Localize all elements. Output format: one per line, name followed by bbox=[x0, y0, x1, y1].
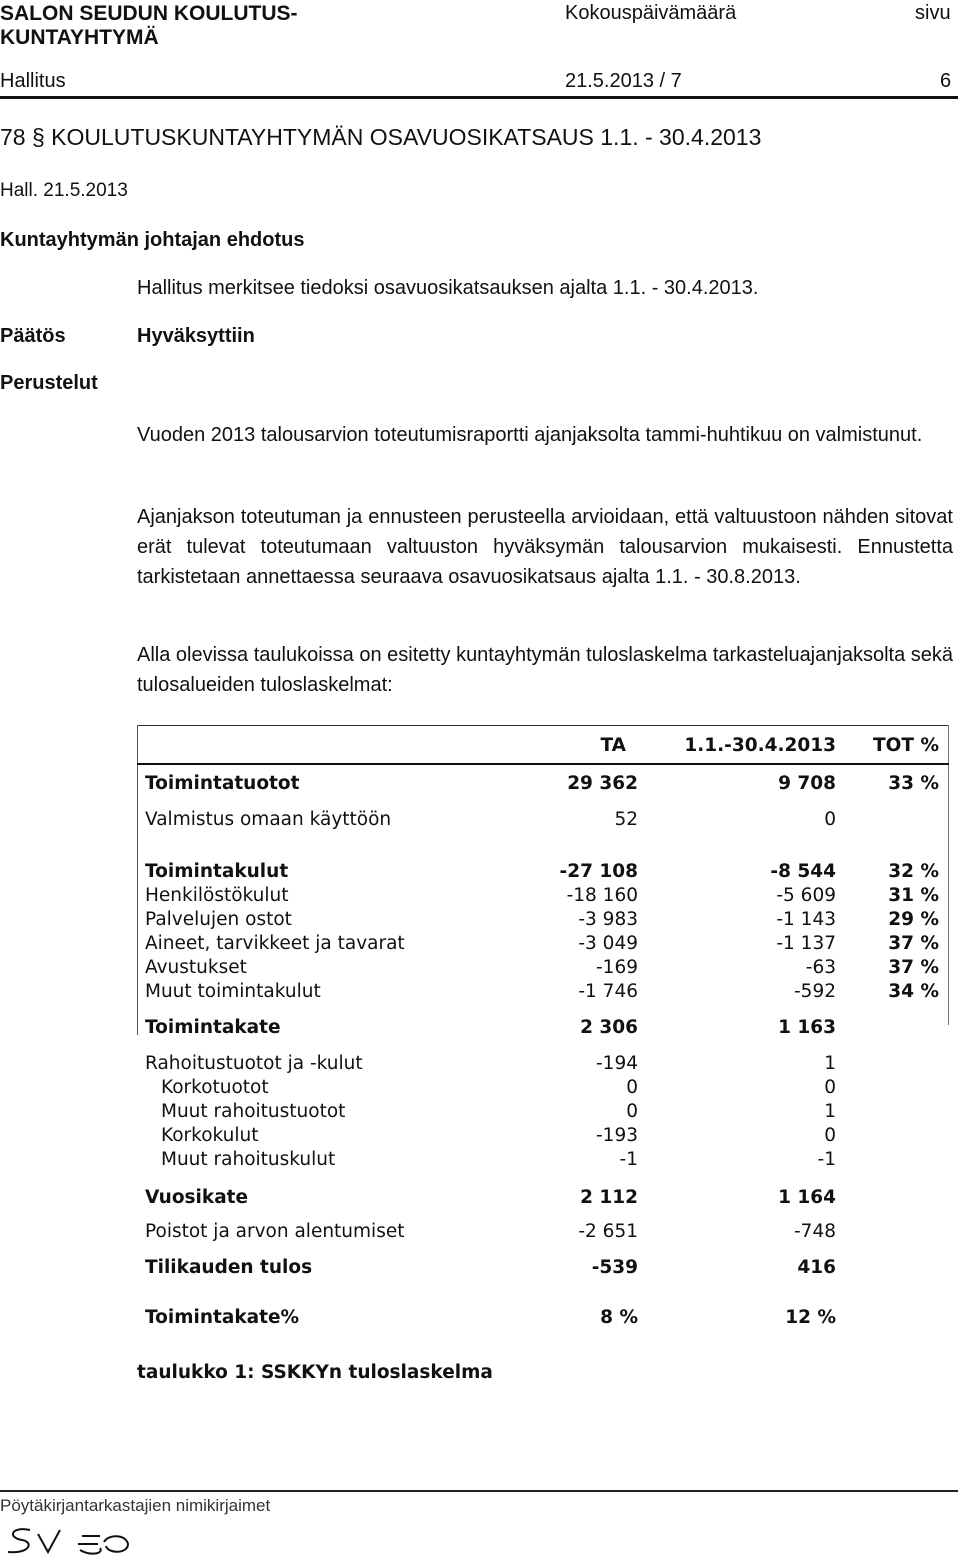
row-ta: -3 983 bbox=[578, 908, 638, 930]
table-row bbox=[137, 979, 949, 1003]
row-ta: -194 bbox=[596, 1052, 638, 1074]
table-header-row bbox=[137, 727, 949, 763]
row-label: Muut toimintakulut bbox=[145, 980, 321, 1002]
row-ta: 8 % bbox=[600, 1306, 638, 1328]
row-ta: 2 112 bbox=[580, 1186, 638, 1208]
row-label: Muut rahoituskulut bbox=[161, 1148, 336, 1170]
decision-text: Hyväksyttiin bbox=[137, 325, 255, 347]
row-label: Korkokulut bbox=[161, 1124, 259, 1146]
row-label: Toimintakulut bbox=[145, 860, 289, 882]
row-tot: 37 % bbox=[888, 956, 939, 978]
row-period: 416 bbox=[797, 1256, 836, 1278]
row-period: -1 137 bbox=[776, 932, 836, 954]
signature-initials bbox=[0, 1520, 150, 1560]
paragraph-1: Vuoden 2013 talousarvion toteutumisraportti ajanjaksolta tammi-huhtikuu on valmistunut. bbox=[137, 424, 923, 446]
header-cell-ta: TA bbox=[600, 734, 626, 756]
row-ta: -3 049 bbox=[578, 932, 638, 954]
table-row bbox=[137, 1099, 949, 1123]
row-label: Rahoitustuotot ja -kulut bbox=[145, 1052, 363, 1074]
row-period: 9 708 bbox=[778, 772, 836, 794]
row-period: 12 % bbox=[785, 1306, 836, 1328]
row-label: Toimintakate% bbox=[145, 1306, 300, 1328]
page-number: 6 bbox=[940, 70, 952, 92]
row-ta: -2 651 bbox=[578, 1220, 638, 1242]
row-tot: 29 % bbox=[888, 908, 939, 930]
table-row bbox=[137, 955, 949, 979]
table-row bbox=[137, 807, 949, 831]
row-label: Korkotuotot bbox=[161, 1076, 269, 1098]
row-tot bbox=[844, 1051, 949, 1075]
row-label: Tilikauden tulos bbox=[145, 1256, 313, 1278]
row-period: 0 bbox=[824, 1124, 836, 1146]
row-tot: 31 % bbox=[888, 884, 939, 906]
row-label: Henkilöstökulut bbox=[145, 884, 289, 906]
header-rule bbox=[0, 96, 958, 99]
row-tot bbox=[844, 1123, 949, 1147]
header-cell-label bbox=[137, 727, 506, 763]
row-period: 1 164 bbox=[778, 1186, 836, 1208]
row-label: Palvelujen ostot bbox=[145, 908, 292, 930]
row-tot: 33 % bbox=[888, 772, 939, 794]
row-period: -748 bbox=[794, 1220, 836, 1242]
row-tot: 37 % bbox=[888, 932, 939, 954]
row-ta: -193 bbox=[596, 1124, 638, 1146]
row-tot bbox=[844, 1185, 949, 1209]
paragraph-3: Alla olevissa taulukoissa on esitetty kuntayhtymän tuloslaskelma tarkasteluajanjaksolta sekä tulosalueiden tuloslaskelmat: bbox=[137, 644, 953, 696]
row-ta: 0 bbox=[626, 1100, 638, 1122]
row-label: Aineet, tarvikkeet ja tavarat bbox=[145, 932, 405, 954]
row-period: 0 bbox=[824, 1076, 836, 1098]
org-name-line1: SALON SEUDUN KOULUTUS- bbox=[0, 2, 298, 25]
table-row bbox=[137, 1147, 949, 1171]
income-statement-table bbox=[137, 727, 949, 1329]
table-row bbox=[137, 1305, 949, 1329]
proposal-text: Hallitus merkitsee tiedoksi osavuosikatsauksen ajalta 1.1. - 30.4.2013. bbox=[137, 277, 759, 299]
row-period: 1 bbox=[824, 1100, 836, 1122]
table-row bbox=[137, 907, 949, 931]
row-tot bbox=[844, 1219, 949, 1243]
row-label: Toimintatuotot bbox=[145, 772, 300, 794]
row-label: Vuosikate bbox=[145, 1186, 249, 1208]
row-period: -1 143 bbox=[776, 908, 836, 930]
row-ta: 0 bbox=[626, 1076, 638, 1098]
paragraph-2: Ajanjakson toteutuman ja ennusteen perusteella arvioidaan, että valtuustoon nähden sitovat erät tulevat toteutumaan valtuuston hyväksymän talousarvion mukaisesti. Ennustetta tarkistetaan annettaessa seuraava osavuosikatsaus ajalta 1.1. - 30.8.2013. bbox=[137, 506, 953, 588]
body-name: Hallitus bbox=[0, 70, 66, 92]
header-cell-tot: TOT % bbox=[873, 734, 939, 756]
row-label: Poistot ja arvon alentumiset bbox=[145, 1220, 405, 1242]
row-tot bbox=[844, 1255, 949, 1279]
row-label: Avustukset bbox=[145, 956, 247, 978]
row-period: -1 bbox=[817, 1148, 836, 1170]
grounds-label: Perustelut bbox=[0, 372, 98, 394]
row-tot: 32 % bbox=[888, 860, 939, 882]
decision-label: Päätös bbox=[0, 325, 66, 347]
row-tot bbox=[844, 1015, 949, 1039]
table-row bbox=[137, 1015, 949, 1039]
table-row bbox=[137, 883, 949, 907]
row-tot bbox=[844, 1147, 949, 1171]
section-title: 78 § KOULUTUSKUNTAYHTYMÄN OSAVUOSIKATSAUS 1.1. - 30.4.2013 bbox=[0, 124, 762, 150]
row-ta: -169 bbox=[596, 956, 638, 978]
table-row bbox=[137, 771, 949, 795]
table-row bbox=[137, 1051, 949, 1075]
row-tot bbox=[844, 1305, 949, 1329]
date-label: Kokouspäivämäärä bbox=[565, 2, 737, 24]
row-period: 0 bbox=[824, 808, 836, 830]
row-tot bbox=[844, 1099, 949, 1123]
row-label: Valmistus omaan käyttöön bbox=[145, 808, 392, 830]
table-row bbox=[137, 931, 949, 955]
row-label: Toimintakate bbox=[145, 1016, 281, 1038]
row-period: -5 609 bbox=[776, 884, 836, 906]
org-name-line2: KUNTAYHTYMÄ bbox=[0, 26, 159, 49]
proposal-heading: Kuntayhtymän johtajan ehdotus bbox=[0, 229, 305, 251]
row-ta: -1 bbox=[619, 1148, 638, 1170]
row-tot bbox=[844, 1075, 949, 1099]
table-top-border bbox=[137, 725, 949, 726]
signers-label: Pöytäkirjantarkastajien nimikirjaimet bbox=[0, 1496, 271, 1515]
table-row bbox=[137, 1219, 949, 1243]
row-ta: -18 160 bbox=[566, 884, 638, 906]
header-cell-period: 1.1.-30.4.2013 bbox=[684, 734, 836, 756]
table-row bbox=[137, 1185, 949, 1209]
table-caption: taulukko 1: SSKKYn tuloslaskelma bbox=[137, 1362, 493, 1383]
hall-date: Hall. 21.5.2013 bbox=[0, 180, 128, 201]
row-label: Muut rahoitustuotot bbox=[161, 1100, 346, 1122]
row-ta: -1 746 bbox=[578, 980, 638, 1002]
row-ta: -27 108 bbox=[559, 860, 638, 882]
row-ta: 2 306 bbox=[580, 1016, 638, 1038]
row-period: -592 bbox=[794, 980, 836, 1002]
row-ta: 29 362 bbox=[567, 772, 638, 794]
row-tot: 34 % bbox=[888, 980, 939, 1002]
row-tot bbox=[844, 807, 949, 831]
table-row bbox=[137, 1123, 949, 1147]
table-row bbox=[137, 1255, 949, 1279]
row-ta: -539 bbox=[591, 1256, 638, 1278]
page-label: sivu bbox=[915, 2, 951, 24]
row-period: 1 bbox=[824, 1052, 836, 1074]
row-period: -8 544 bbox=[770, 860, 836, 882]
meeting-ref: 21.5.2013 / 7 bbox=[565, 70, 682, 92]
table-row bbox=[137, 1075, 949, 1099]
row-period: -63 bbox=[805, 956, 836, 978]
table-row bbox=[137, 859, 949, 883]
row-period: 1 163 bbox=[778, 1016, 836, 1038]
row-ta: 52 bbox=[614, 808, 638, 830]
footer-rule bbox=[0, 1490, 958, 1492]
